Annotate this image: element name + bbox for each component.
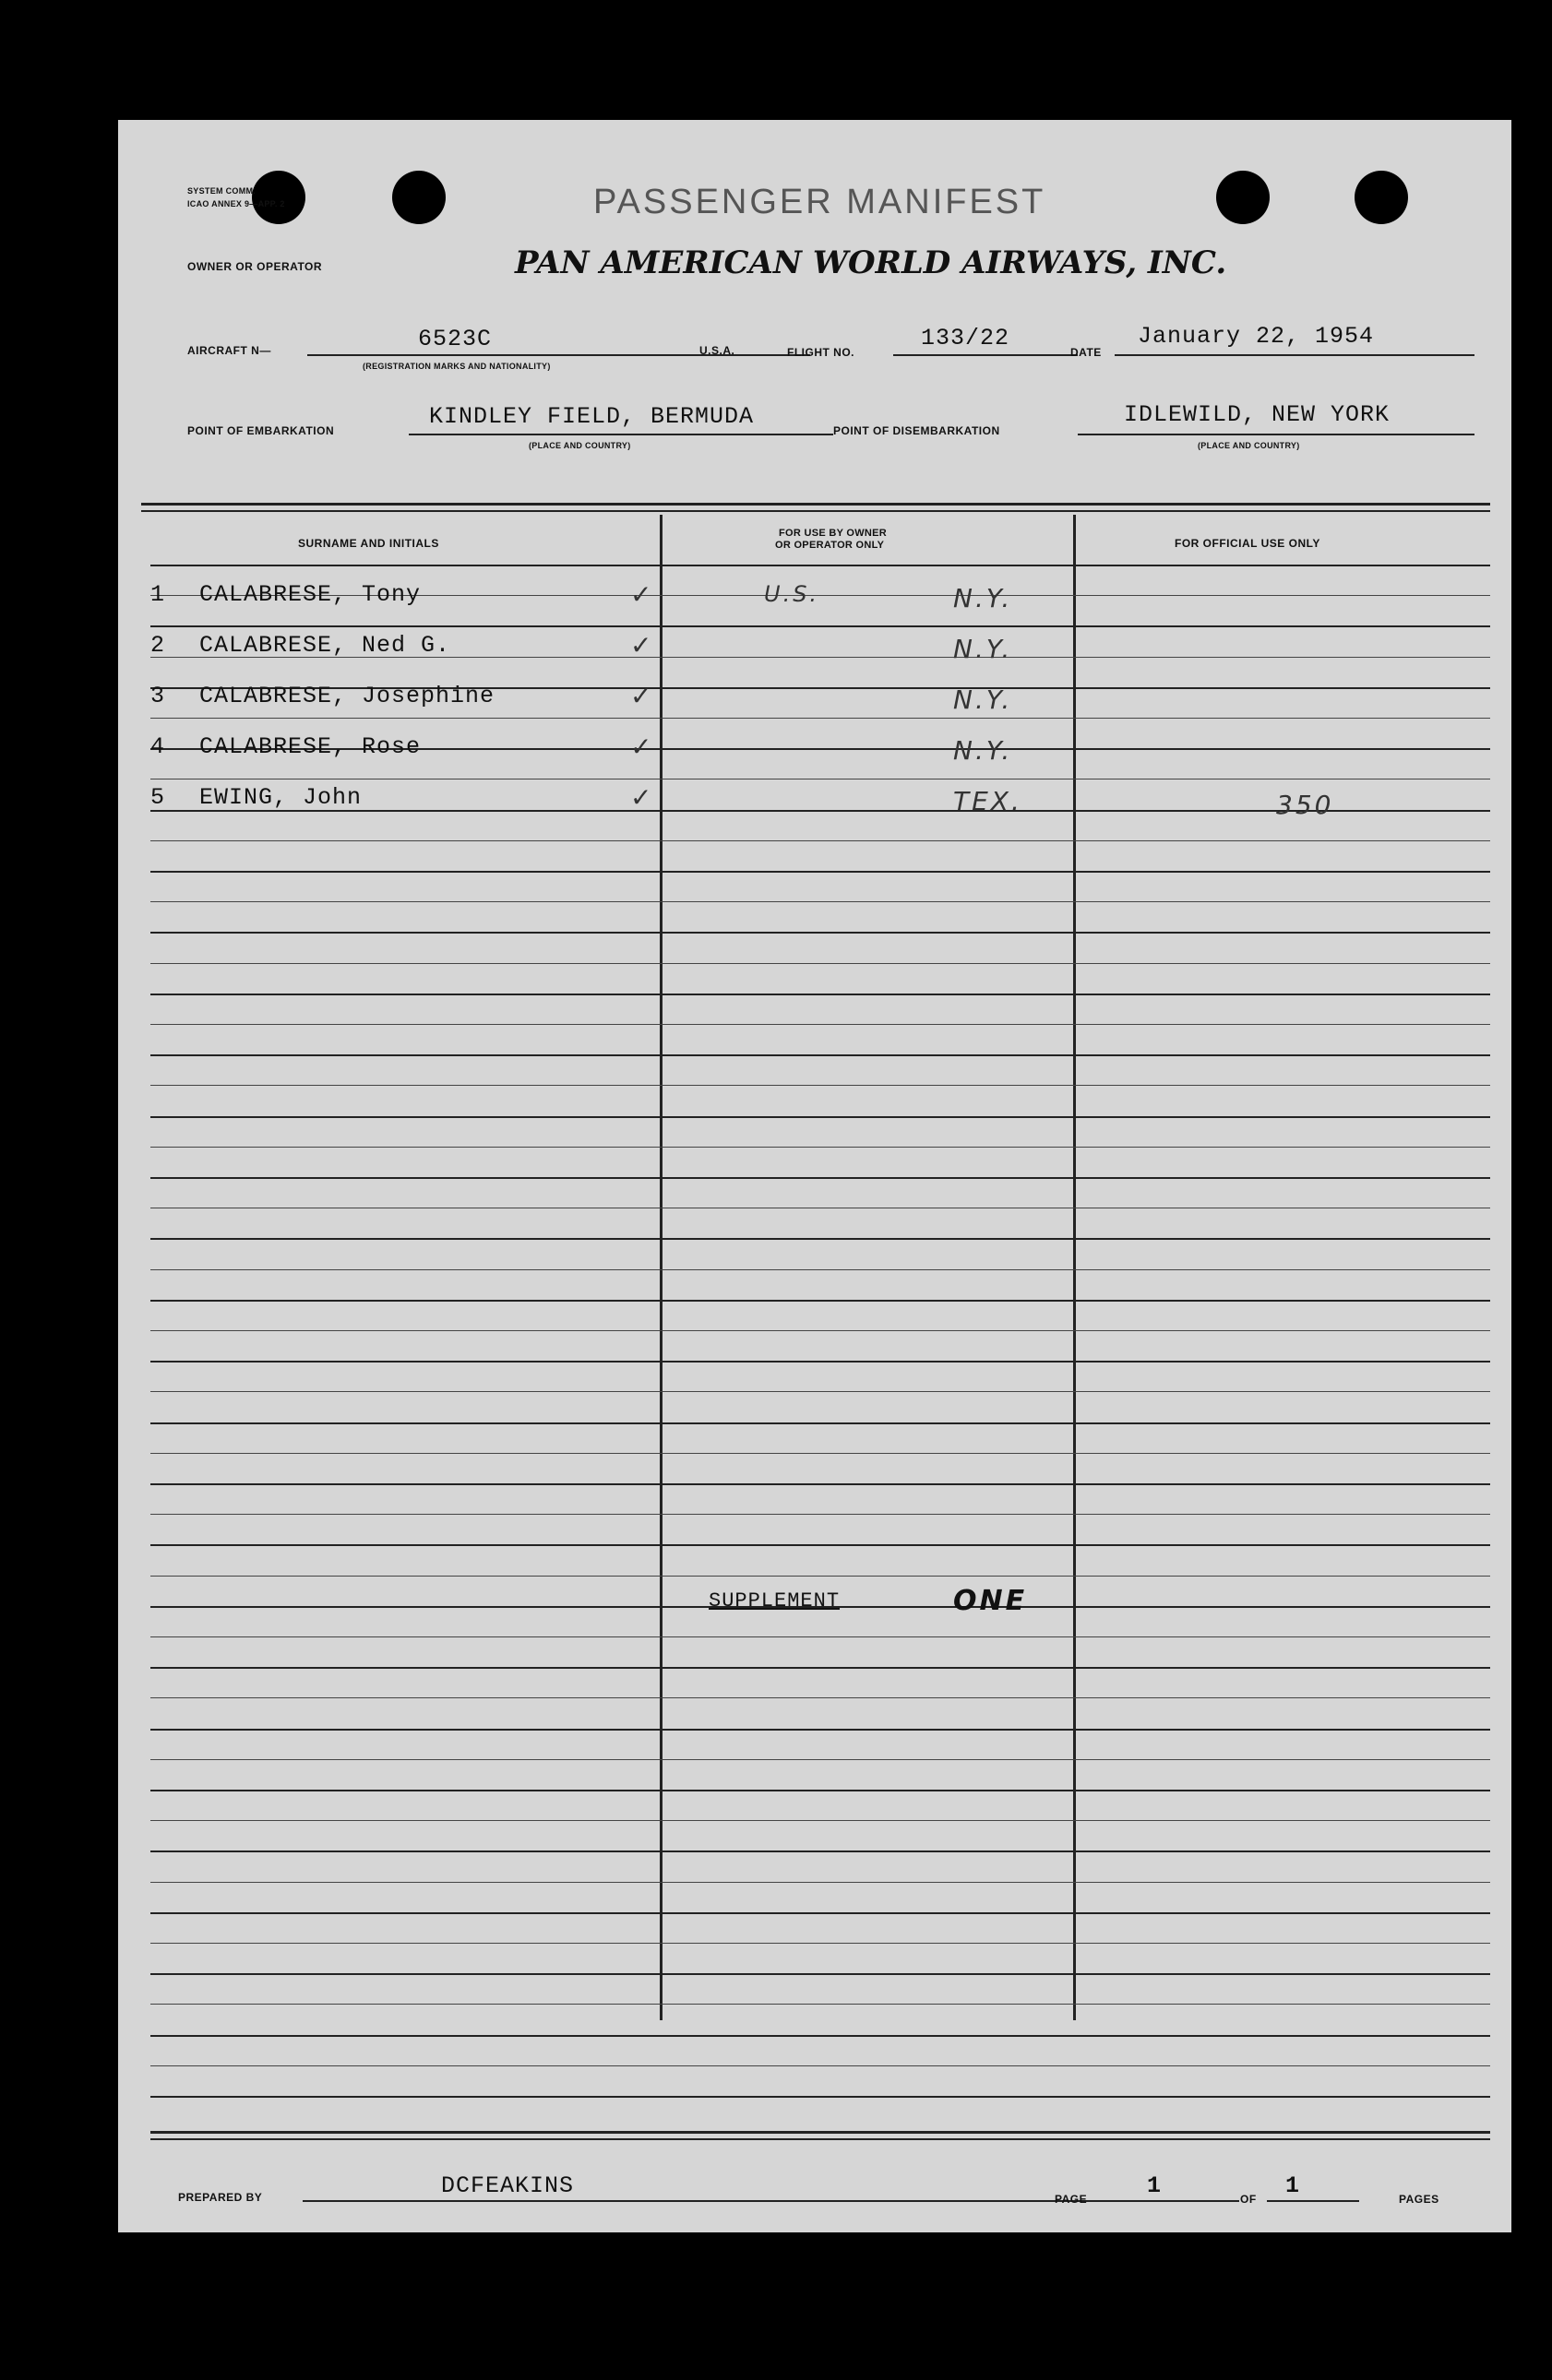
- registration-caption: (REGISTRATION MARKS AND NATIONALITY): [363, 362, 551, 371]
- flight-label: FLIGHT NO.: [787, 346, 854, 359]
- passenger-row: [118, 784, 1511, 821]
- passenger-name: EWING, John: [199, 784, 363, 811]
- ruled-line: [150, 1790, 1490, 1791]
- passenger-number: 4: [150, 733, 166, 760]
- passenger-row: [118, 632, 1511, 669]
- ruled-line: [150, 2096, 1490, 2098]
- ruled-line: [150, 565, 1490, 566]
- passenger-row: [118, 581, 1511, 618]
- prepared-value: DCFEAKINS: [441, 2172, 575, 2199]
- ruled-line: [150, 1483, 1490, 1485]
- passenger-official: 350: [1276, 790, 1334, 820]
- of-value: 1: [1285, 2172, 1301, 2199]
- embark-caption: (PLACE AND COUNTRY): [529, 441, 631, 450]
- page-underline: [1096, 2200, 1239, 2202]
- ruled-line: [150, 1269, 1490, 1270]
- ruled-line: [150, 1850, 1490, 1852]
- form-title: PASSENGER MANIFEST: [593, 183, 1046, 221]
- ruled-line: [150, 1514, 1490, 1515]
- col-header-official: FOR OFFICIAL USE ONLY: [1175, 537, 1320, 550]
- ruled-line: [150, 1453, 1490, 1454]
- date-label: DATE: [1070, 346, 1102, 359]
- of-label: OF: [1240, 2193, 1257, 2206]
- of-underline: [1267, 2200, 1359, 2202]
- ruled-line: [150, 1759, 1490, 1760]
- date-value: January 22, 1954: [1138, 323, 1375, 350]
- passenger-name: CALABRESE, Tony: [199, 581, 422, 608]
- passenger-name: CALABRESE, Ned G.: [199, 632, 451, 659]
- ruled-line: [150, 1667, 1490, 1669]
- ruled-line: [150, 1422, 1490, 1424]
- table-bottom-rule-2: [150, 2138, 1490, 2140]
- ruled-line: [150, 901, 1490, 902]
- passenger-name: CALABRESE, Rose: [199, 733, 422, 760]
- embark-label: POINT OF EMBARKATION: [187, 424, 335, 437]
- ruled-line: [150, 1238, 1490, 1240]
- airline-name: PAN AMERICAN WORLD AIRWAYS, INC.: [515, 244, 1227, 281]
- icao-note: ICAO ANNEX 9—APP. 2: [187, 199, 285, 208]
- flight-value: 133/22: [921, 325, 1010, 351]
- ruled-line: [150, 1024, 1490, 1025]
- ruled-line: [150, 2004, 1490, 2005]
- date-underline: [1115, 354, 1474, 356]
- passenger-name: CALABRESE, Josephine: [199, 683, 495, 709]
- disembark-underline: [1078, 434, 1474, 435]
- ruled-line: [150, 1820, 1490, 1821]
- ruled-line: [150, 1882, 1490, 1883]
- ruled-line: [150, 932, 1490, 934]
- ruled-line: [150, 1912, 1490, 1914]
- ruled-line: [150, 1943, 1490, 1944]
- ruled-line: [150, 1177, 1490, 1179]
- table-bottom-rule-1: [150, 2131, 1490, 2134]
- ruled-line: [150, 2035, 1490, 2037]
- check-mark-icon: ✓: [630, 782, 655, 813]
- embark-underline: [409, 434, 833, 435]
- supplement-value: ONE: [953, 1585, 1028, 1617]
- check-mark-icon: ✓: [630, 732, 655, 762]
- page-value: 1: [1147, 2172, 1163, 2199]
- embark-value: KINDLEY FIELD, BERMUDA: [429, 403, 755, 430]
- pages-label: PAGES: [1399, 2193, 1439, 2206]
- flight-underline: [893, 354, 1078, 356]
- table-top-rule-2: [141, 510, 1490, 512]
- passenger-state: N.Y.: [953, 684, 1013, 715]
- supplement-label: SUPPLEMENT: [709, 1589, 841, 1612]
- punch-hole-right-1: [1216, 171, 1270, 224]
- passenger-state: N.Y.: [953, 735, 1013, 766]
- ruled-line: [150, 1636, 1490, 1637]
- punch-hole-right-2: [1355, 171, 1408, 224]
- prepared-underline: [303, 2200, 1175, 2202]
- passenger-number: 2: [150, 632, 166, 659]
- ruled-line: [150, 1300, 1490, 1302]
- ruled-line: [150, 1544, 1490, 1546]
- prepared-label: PREPARED BY: [178, 2191, 263, 2204]
- ruled-line: [150, 1085, 1490, 1086]
- aircraft-value: 6523C: [418, 326, 493, 352]
- passenger-state: TEX.: [953, 786, 1022, 816]
- ruled-line: [150, 1054, 1490, 1056]
- check-mark-icon: ✓: [630, 579, 655, 610]
- passenger-number: 1: [150, 581, 166, 608]
- ruled-line: [150, 840, 1490, 841]
- usa-label: U.S.A.: [699, 344, 735, 357]
- disembark-label: POINT OF DISEMBARKATION: [833, 424, 1000, 437]
- passenger-number: 3: [150, 683, 166, 709]
- disembark-value: IDLEWILD, NEW YORK: [1124, 401, 1391, 428]
- ruled-line: [150, 994, 1490, 995]
- owner-label: OWNER OR OPERATOR: [187, 260, 323, 273]
- check-mark-icon: ✓: [630, 681, 655, 711]
- passenger-number: 5: [150, 784, 166, 811]
- aircraft-label: AIRCRAFT N—: [187, 344, 271, 357]
- ruled-line: [150, 1729, 1490, 1731]
- ruled-line: [150, 2065, 1490, 2066]
- punch-hole-left-2: [392, 171, 446, 224]
- check-mark-icon: ✓: [630, 630, 655, 660]
- table-top-rule-1: [141, 503, 1490, 506]
- punch-hole-left-1: [252, 171, 305, 224]
- passenger-state: N.Y.: [953, 583, 1013, 613]
- ruled-line: [150, 625, 1490, 627]
- passenger-row: [118, 733, 1511, 770]
- passenger-nationality: U.S.: [764, 581, 820, 607]
- ruled-line: [150, 1391, 1490, 1392]
- page-label: PAGE: [1055, 2193, 1088, 2206]
- ruled-line: [150, 1330, 1490, 1331]
- ruled-line: [150, 1116, 1490, 1118]
- ruled-line: [150, 1697, 1490, 1698]
- ruled-line: [150, 1576, 1490, 1577]
- ruled-line: [150, 1361, 1490, 1363]
- manifest-sheet: [118, 120, 1511, 2232]
- passenger-state: N.Y.: [953, 634, 1013, 664]
- system-note: SYSTEM COMM.: [187, 186, 257, 196]
- col-header-surname: SURNAME AND INITIALS: [298, 537, 439, 550]
- ruled-line: [150, 1973, 1490, 1975]
- disembark-caption: (PLACE AND COUNTRY): [1198, 441, 1300, 450]
- col-header-owner-2: OR OPERATOR ONLY: [775, 540, 885, 551]
- col-header-owner-1: FOR USE BY OWNER: [779, 528, 888, 539]
- ruled-line: [150, 1147, 1490, 1148]
- ruled-line: [150, 871, 1490, 873]
- passenger-row: [118, 683, 1511, 720]
- ruled-line: [150, 963, 1490, 964]
